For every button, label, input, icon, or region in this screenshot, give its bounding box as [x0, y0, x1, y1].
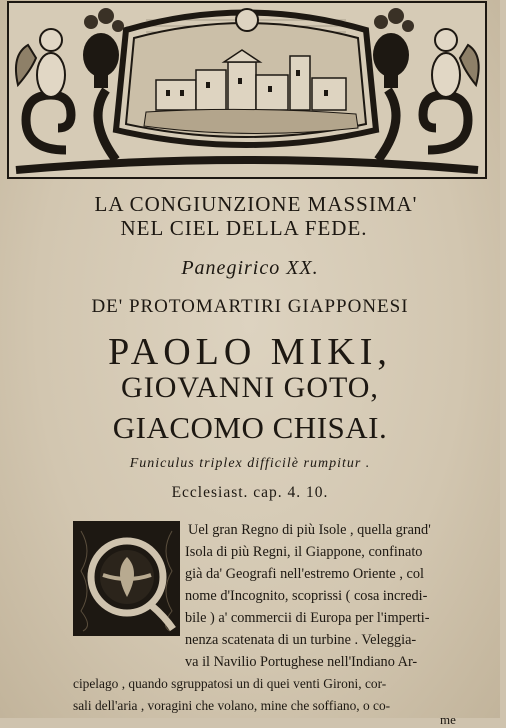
dedication-line: DE' PROTOMARTIRI GIAPPONESI: [91, 296, 409, 317]
body-text-line: [0, 566, 500, 586]
body-text-line: [0, 610, 500, 630]
title-line-2: NEL CIEL DELLA FEDE.: [120, 216, 368, 240]
body-text: nenza scatenata di un turbine . Veleggia-: [185, 632, 417, 648]
martyr-name-2: GIOVANNI GOTO,: [121, 371, 379, 404]
catchword: me: [440, 712, 456, 727]
scripture-citation: Ecclesiast. cap. 4. 10.: [171, 484, 329, 501]
body-text: bile ) a' commercii di Europa per l'imperti-: [185, 610, 430, 626]
body-text: va il Navilio Portughese nell'Indiano Ar-: [185, 654, 418, 670]
martyr-name-1: PAOLO MIKI,: [108, 331, 392, 373]
title-line-1: LA CONGIUNZIONE MASSIMA': [94, 192, 418, 216]
body-text: già da' Geografi nell'estremo Oriente , col: [185, 566, 424, 582]
body-text: Uel gran Regno di più Isole , quella grand': [188, 522, 431, 538]
body-text: Isola di più Regni, il Giappone, confinato: [185, 544, 423, 560]
woodcut-headpiece-illustration: [6, 0, 488, 180]
body-text: cipelago , quando sgruppatosi un di quei venti Gironi, cor-: [73, 676, 387, 691]
body-text-line: [0, 522, 500, 542]
body-text: sali dell'aria , voragini che volano, mine che soffiano, o co-: [73, 698, 391, 713]
martyr-name-3: GIACOMO CHISAI.: [112, 410, 388, 445]
body-text-line: [0, 588, 500, 608]
panegyric-number: Panegirico XX.: [181, 257, 319, 279]
body-text-line: [0, 544, 500, 564]
body-text-line: [0, 632, 500, 652]
body-text-line: [0, 698, 500, 718]
latin-motto: Funiculus triplex difficilè rumpitur .: [129, 456, 371, 471]
body-text-line: [0, 676, 500, 696]
body-text-line: [0, 654, 500, 674]
body-text: nome d'Incognito, scoprissi ( cosa incredi-: [185, 588, 428, 604]
